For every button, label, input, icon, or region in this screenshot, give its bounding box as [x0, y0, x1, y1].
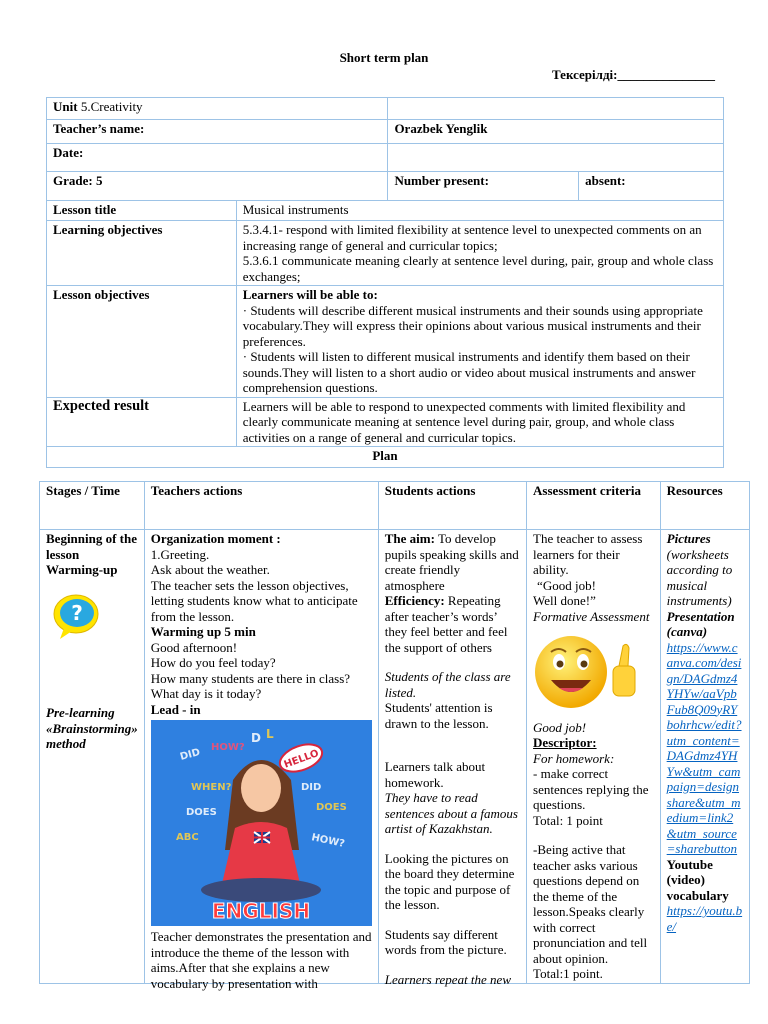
svg-text:ENGLISH: ENGLISH [211, 899, 310, 923]
expected-result-label: Expected result [47, 397, 237, 447]
lesson-title-label: Lesson title [47, 201, 237, 221]
pictures-head: Pictures [666, 531, 711, 546]
absent-label: absent: [579, 172, 724, 201]
stage-label: Beginning of the lesson Warming-up [46, 531, 138, 577]
pictures-text: Looking the pictures on the board they determine the topic and purpose of the lesson. [384, 850, 515, 912]
question-mark-bubble-icon [50, 590, 102, 642]
plan-header-row [40, 482, 750, 530]
svg-text:D: D [250, 731, 261, 745]
teacher-value: Orazbek Yenglik [388, 120, 724, 144]
question-3: How many students are there in class? [150, 670, 351, 686]
lesson-objectives-head: Learners will be able to: [242, 287, 378, 302]
lesson-title-value: Musical instruments [236, 201, 723, 221]
learning-objectives-value [236, 221, 723, 286]
unit-label: Unit [53, 99, 78, 114]
weather-text: Ask about the weather. [150, 562, 270, 577]
active-text: -Being active that teacher asks various questions depend on the theme of the lesson.Speaks clearly with correct pronunciation and tell about opinion. [533, 842, 648, 966]
stage-method: Pre-learning «Brainstorming» method [46, 705, 138, 751]
unit-empty-cell [388, 98, 724, 120]
youtube-head: Youtube (video) vocabulary [666, 856, 729, 903]
lesson-objective-1: · Students will describe different musical instruments and their sounds using appropriate vocabulary.They will express their opinions about various musical instruments and their preferences. [242, 302, 703, 349]
grade-label: Grade: 5 [47, 172, 388, 201]
svg-text:L: L [265, 727, 274, 741]
page-title: Short term plan [339, 50, 429, 65]
assess-text-1: The teacher to assess learners for their ability. [533, 531, 643, 577]
svg-text:HELLO: HELLO [282, 748, 321, 771]
objectives-text: The teacher sets the lesson objectives, letting students know what to anticipate from the lesson. [150, 577, 358, 624]
teacher-label: Teacher’s name: [47, 120, 388, 144]
descriptor-head: Descriptor: [533, 735, 597, 750]
teacher-actions-cell [144, 530, 378, 991]
total-1: Total: 1 point [533, 812, 603, 828]
resources-cell [660, 530, 749, 984]
homework-head: For homework: [533, 750, 615, 766]
svg-text:DID: DID [300, 782, 322, 793]
org-moment-head: Organization moment : [150, 531, 281, 546]
header-resources: Resources [660, 482, 749, 530]
lesson-objectives-label: Lesson objectives [47, 286, 237, 398]
expected-result-value: Learners will be able to respond to unexpected comments with limited flexibility and clearly communicate meaning at sentence level during pair, group, and whole class activities on a range of general and curricular topics. [236, 397, 723, 447]
svg-text:DID: DID [178, 747, 202, 763]
assess-text-2: “Good job! [537, 577, 596, 593]
unit-value: 5.Creativity [80, 99, 143, 114]
lead-in-head: Lead - in [150, 701, 201, 717]
assess-text-3: Well done!” [533, 593, 596, 608]
smiley-thumbs-up-icon [533, 628, 643, 716]
lesson-objective-2: · Students will listen to different musical instruments and identify them based on their sounds.They will listen to a short audio or video about musical instruments and answer comprehension questions. [242, 349, 696, 395]
total-2: Total:1 point. [533, 966, 603, 981]
header-assessment: Assessment criteria [527, 482, 661, 530]
repeat-text: Learners repeat the new [384, 971, 511, 987]
learning-objective-2: 5.3.6.1 communicate meaning clearly at sentence level during, pair, group and whole class exchanges; [242, 253, 714, 284]
efficiency-text: Efficiency: Repeating after teacher’s words’ they feel better and feel the support of others [384, 593, 508, 655]
stage-cell [40, 530, 145, 984]
read-text: They have to read sentences about a famous artist of Kazakhstan. [384, 790, 518, 836]
svg-text:?: ? [71, 600, 83, 625]
svg-text:DOES: DOES [315, 802, 347, 813]
learning-objective-1: 5.3.4.1- respond with limited flexibility at sentence level to unexpected comments on an increasing range of general and curricular topics; [242, 222, 702, 253]
question-2: How do you feel today? [150, 655, 276, 670]
attention-text: Students' attention is drawn to the lesson. [384, 700, 493, 731]
header-students-actions: Students actions [378, 482, 526, 530]
plan-table [39, 481, 750, 991]
listed-text: Students of the class are listed. [384, 669, 511, 700]
lesson-info-table [46, 97, 724, 468]
homework-text: - make correct sentences replying the questions. [533, 766, 649, 812]
talk-text: Learners talk about homework. [384, 759, 486, 790]
warming-up-head: Warming up 5 min [150, 624, 256, 639]
svg-text:DOES: DOES [185, 807, 217, 818]
greeting-text: 1.Greeting. [150, 546, 210, 562]
svg-text:WHEN?: WHEN? [190, 782, 232, 793]
question-4: What day is it today? [150, 686, 262, 701]
students-actions-cell [378, 530, 526, 987]
date-value [388, 144, 724, 172]
checked-label: Тексерілді:_______________ [552, 67, 715, 82]
canva-link[interactable]: https://www.canva.com/design/DAGdmz4YHYw/aaVpbFub8Q09yRYbohrhcw/edit?utm_content=DAGdmz4YHYw&utm_campaign=designshare&utm_medium=link2&utm_source=sharebutton [666, 639, 742, 856]
youtube-link[interactable]: https://youtu.be/ [666, 903, 743, 934]
lesson-objectives-value [236, 286, 723, 398]
svg-text:HOW?: HOW? [310, 832, 346, 850]
formative-assessment: Formative Assessment [533, 608, 650, 624]
header-teachers-actions: Teachers actions [144, 482, 378, 530]
date-label: Date: [47, 144, 388, 172]
header-stages: Stages / Time [40, 482, 145, 530]
aim-text: The aim: To develop pupils speaking skills and create friendly atmosphere [384, 531, 519, 593]
learning-objectives-label: Learning objectives [47, 221, 237, 286]
unit-cell [47, 98, 388, 120]
pictures-text: (worksheets according to musical instruments) [666, 546, 733, 608]
good-job-text: Good job! [533, 719, 587, 735]
english-illustration [151, 720, 372, 926]
svg-text:HOW?: HOW? [210, 742, 245, 753]
svg-text:ABC: ABC [175, 832, 199, 843]
question-1: Good afternoon! [150, 639, 238, 655]
presentation-head: Presentation (canva) [666, 608, 735, 639]
plan-body-row [40, 530, 750, 984]
words-text: Students say different words from the picture. [384, 926, 507, 957]
number-present-label: Number present: [388, 172, 579, 201]
demo-text: Teacher demonstrates the presentation and introduce the theme of the lesson with aims.After that she explains a new vocabulary by presentation with [150, 929, 372, 991]
plan-label: Plan [47, 447, 724, 468]
assessment-cell [527, 530, 661, 984]
